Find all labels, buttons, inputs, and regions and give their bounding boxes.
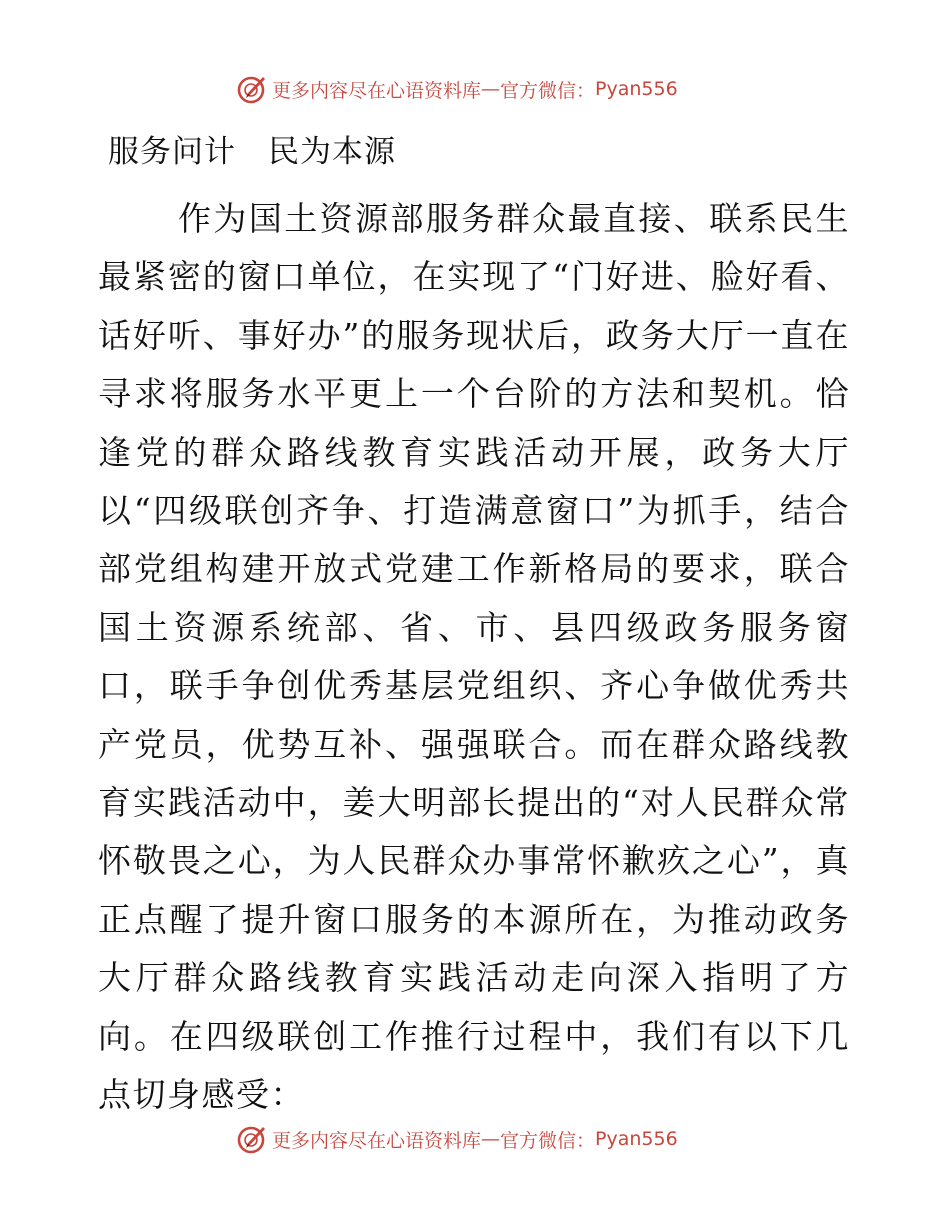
header-watermark: [236, 72, 678, 106]
document-title: 服务问计 民为本源: [108, 134, 396, 170]
watermark-separator: —: [481, 1128, 501, 1150]
watermark-account-label: 官方微信：: [500, 1129, 596, 1152]
quill-logo-icon: [236, 1123, 268, 1155]
quill-logo-icon: [236, 73, 268, 105]
watermark-account-id: Pyan556: [595, 1128, 678, 1150]
watermark-brand-text: 更多内容尽在心语资料库: [272, 79, 482, 102]
document-paragraph: 作为国土资源部服务群众最直接、联系民生最紧密的窗口单位，在实现了“门好进、脸好看、话好听、事好办”的服务现状后，政务大厅一直在寻求将服务水平更上一个台阶的方法和契机。恰逢党的群众路线教育实践活动开展，政务大厅以“四级联创齐争、打造满意窗口”为抓手，结合部党组构建开放式党建工作新格局的要求，联合国土资源系统部、省、市、县四级政务服务窗口，联手争创优秀基层党组织、齐心争做优秀共产党员，优势互补、强强联合。而在群众路线教育实践活动中，姜大明部长提出的“对人民群众常怀敬畏之心，为人民群众办事常怀歉疚之心”，真正点醒了提升窗口服务的本源所在，为推动政务大厅群众路线教育实践活动走向深入指明了方向。在四级联创工作推行过程中，我们有以下几点切身感受：: [98, 199, 850, 1115]
footer-watermark: [236, 1122, 678, 1156]
watermark-brand-text: 更多内容尽在心语资料库: [272, 1129, 482, 1152]
watermark-account-label: 官方微信：: [500, 79, 596, 102]
watermark-account-id: Pyan556: [595, 78, 678, 100]
watermark-separator: —: [481, 78, 501, 100]
